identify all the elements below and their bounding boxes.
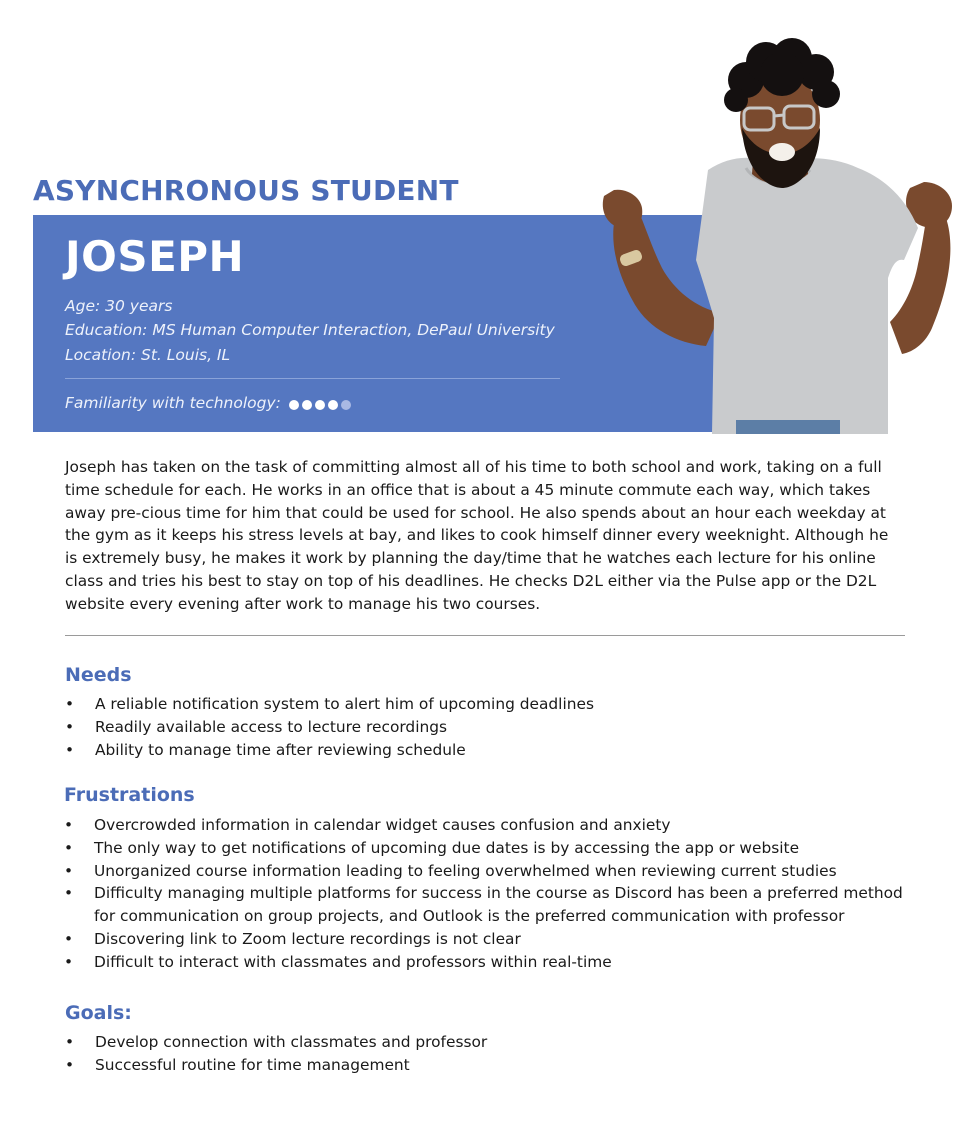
persona-bio: Joseph has taken on the task of committing almost all of his time to both school and work, taking on a full time schedule for each. He works in an office that is about a 45 minute commute each way, which takes away pre-cious time for him that could be used for school. He also spends about an hour each weekday at the gym as it keeps his stress levels at bay, and likes to cook himself dinner every weeknight. Although he is extremely busy, he makes it work by planning the day/time that he watches each lecture for his online class and tries his best to stay on top of his deadlines. He checks D2L either via the Pulse app or the D2L website every evening after work to manage his two courses. xyxy=(65,458,889,613)
needs-list xyxy=(65,693,905,761)
familiarity-rating xyxy=(289,400,351,410)
bullet-icon: • xyxy=(65,695,75,713)
section-divider xyxy=(65,635,905,636)
list-item: • A reliable notification system to alert him of upcoming deadlines xyxy=(65,693,905,716)
rating-dot-filled xyxy=(315,400,325,410)
persona-name: JOSEPH xyxy=(65,232,245,281)
bullet-icon: • xyxy=(65,717,75,736)
bullet-icon: • xyxy=(64,838,74,857)
list-item: • Readily available access to lecture recordings xyxy=(65,716,905,739)
bullet-icon: • xyxy=(64,816,74,834)
list-item: • Ability to manage time after reviewing schedule xyxy=(65,739,905,762)
persona-type-heading: ASYNCHRONOUS STUDENT xyxy=(33,174,459,207)
persona-photo xyxy=(596,28,958,434)
persona-location: Location: St. Louis, IL xyxy=(65,346,231,364)
bullet-icon: • xyxy=(64,929,74,948)
list-item: • Difficulty managing multiple platforms for success in the course as Discord has been a preferred method for communication on group projects, and Outlook is the preferred communication with professor xyxy=(64,884,903,926)
persona-education: Education: MS Human Computer Interaction, DePaul University xyxy=(65,321,555,339)
list-item: • The only way to get notifications of upcoming due dates is by accessing the app or website xyxy=(64,837,904,860)
frustrations-heading: Frustrations xyxy=(64,784,195,806)
bullet-icon: • xyxy=(64,884,74,903)
list-item: • Discovering link to Zoom lecture recordings is not clear xyxy=(64,928,904,951)
banner-divider xyxy=(65,378,560,379)
bullet-icon: • xyxy=(65,740,75,759)
familiarity-label: Familiarity with technology: xyxy=(65,394,281,412)
bullet-icon: • xyxy=(65,1033,75,1051)
t-shirt xyxy=(696,158,918,434)
list-item: • Successful routine for time management xyxy=(65,1054,905,1077)
list-item: • Difficult to interact with classmates and professors within real-time xyxy=(64,951,904,974)
list-item: • Overcrowded information in calendar widget causes confusion and anxiety xyxy=(64,814,904,837)
rating-dot-empty xyxy=(341,400,351,410)
list-item: • Develop connection with classmates and professor xyxy=(65,1031,905,1054)
rating-dot-filled xyxy=(328,400,338,410)
bullet-icon: • xyxy=(64,861,74,880)
rating-dot-filled xyxy=(302,400,312,410)
persona-age: Age: 30 years xyxy=(65,297,173,315)
familiarity-row xyxy=(65,394,351,412)
rating-dot-filled xyxy=(289,400,299,410)
list-item: • Unorganized course information leading to feeling overwhelmed when reviewing current studies xyxy=(64,860,904,883)
goals-heading: Goals: xyxy=(65,1002,132,1024)
goals-list xyxy=(65,1031,905,1077)
bullet-icon: • xyxy=(65,1055,75,1074)
frustrations-list xyxy=(64,814,904,974)
bullet-icon: • xyxy=(64,952,74,971)
needs-heading: Needs xyxy=(65,664,132,686)
